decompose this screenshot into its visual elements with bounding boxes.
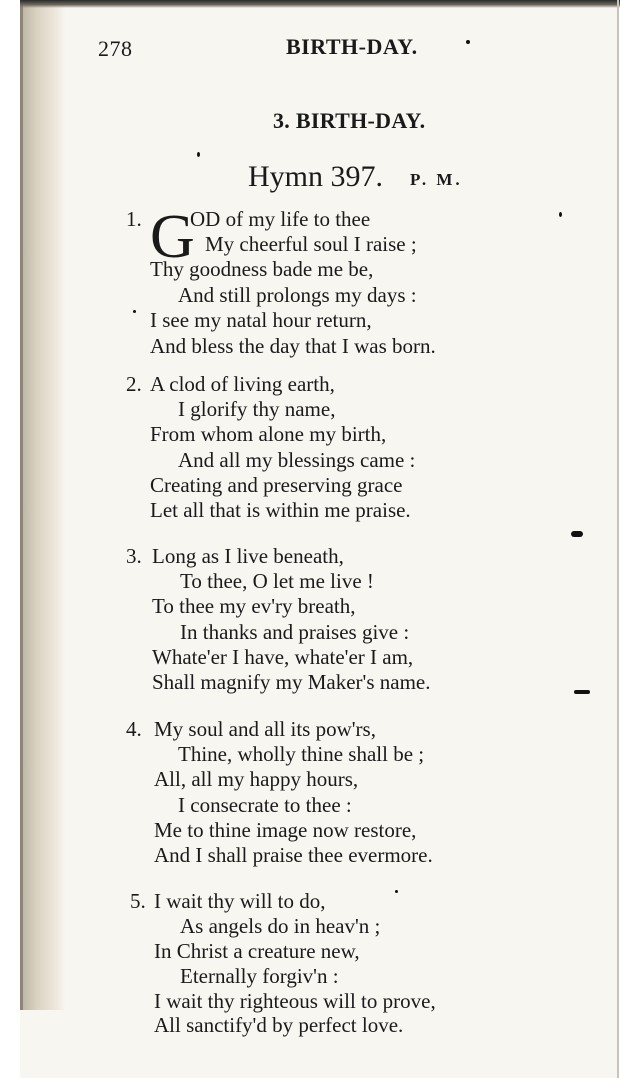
- verse-line: From whom alone my birth,: [150, 422, 387, 446]
- page-number: 278: [98, 36, 133, 61]
- running-head: BIRTH-DAY.: [286, 34, 418, 59]
- ink-speck: [559, 212, 562, 217]
- verse-line: I wait thy will to do,: [154, 889, 326, 913]
- verse-line: All sanctify'd by perfect love.: [154, 1013, 404, 1037]
- hymn-title: Hymn 397.: [248, 160, 383, 193]
- verse-line: To thee my ev'ry breath,: [152, 594, 356, 618]
- drop-cap: G: [150, 203, 195, 271]
- verse-line: And bless the day that I was born.: [150, 334, 436, 358]
- verse-line: And I shall praise thee evermore.: [154, 843, 433, 867]
- hymn-meter: P. M.: [410, 170, 463, 189]
- ink-speck: [197, 152, 200, 157]
- page-gutter: [20, 0, 66, 1010]
- verse-line: Eternally forgiv'n :: [180, 964, 339, 988]
- verse-line: Thine, wholly thine shall be ;: [178, 742, 425, 766]
- verse-line: I consecrate to thee :: [178, 793, 352, 817]
- verse-line: And all my blessings came :: [178, 448, 416, 472]
- page-edge-right: [617, 0, 619, 1078]
- verse-line: Whate'er I have, whate'er I am,: [152, 645, 414, 669]
- verse-line: I see my natal hour return,: [150, 308, 372, 332]
- stanza-number: 5.: [130, 889, 146, 913]
- verse-line: Thy goodness bade me be,: [150, 257, 374, 281]
- verse-line: To thee, O let me live !: [180, 569, 374, 593]
- page-edge-left: [20, 0, 23, 1010]
- verse-line: OD of my life to thee: [190, 207, 371, 231]
- verse-line: I wait thy righteous will to prove,: [154, 989, 436, 1013]
- stanza-number: 3.: [126, 544, 142, 568]
- ink-speck: [395, 890, 398, 893]
- verse-line: Creating and preserving grace: [150, 473, 403, 497]
- verse-line: And still prolongs my days :: [178, 283, 417, 307]
- verse-line: Me to thine image now restore,: [154, 818, 417, 842]
- verse-line: My soul and all its pow'rs,: [154, 717, 376, 741]
- verse-line: I glorify thy name,: [178, 397, 336, 421]
- stanza-number: 2.: [126, 372, 142, 396]
- ink-speck: [574, 690, 590, 694]
- verse-line: Long as I live beneath,: [152, 544, 344, 568]
- section-title: 3. BIRTH-DAY.: [273, 108, 426, 133]
- verse-line: All, all my happy hours,: [154, 767, 359, 791]
- verse-line: As angels do in heav'n ;: [180, 914, 381, 938]
- ink-speck: [571, 531, 583, 537]
- verse-line: A clod of living earth,: [150, 372, 335, 396]
- verse-line: In thanks and praises give :: [180, 620, 410, 644]
- ink-speck: [466, 40, 470, 44]
- verse-line: My cheerful soul I raise ;: [205, 232, 417, 256]
- verse-line: Let all that is within me praise.: [150, 498, 411, 522]
- stanza-number: 1.: [126, 207, 142, 231]
- ink-speck: [133, 310, 136, 313]
- verse-line: In Christ a creature new,: [154, 939, 360, 963]
- verse-line: Shall magnify my Maker's name.: [152, 670, 431, 694]
- stanza-number: 4.: [126, 717, 142, 741]
- page-top-shadow: [20, 0, 620, 8]
